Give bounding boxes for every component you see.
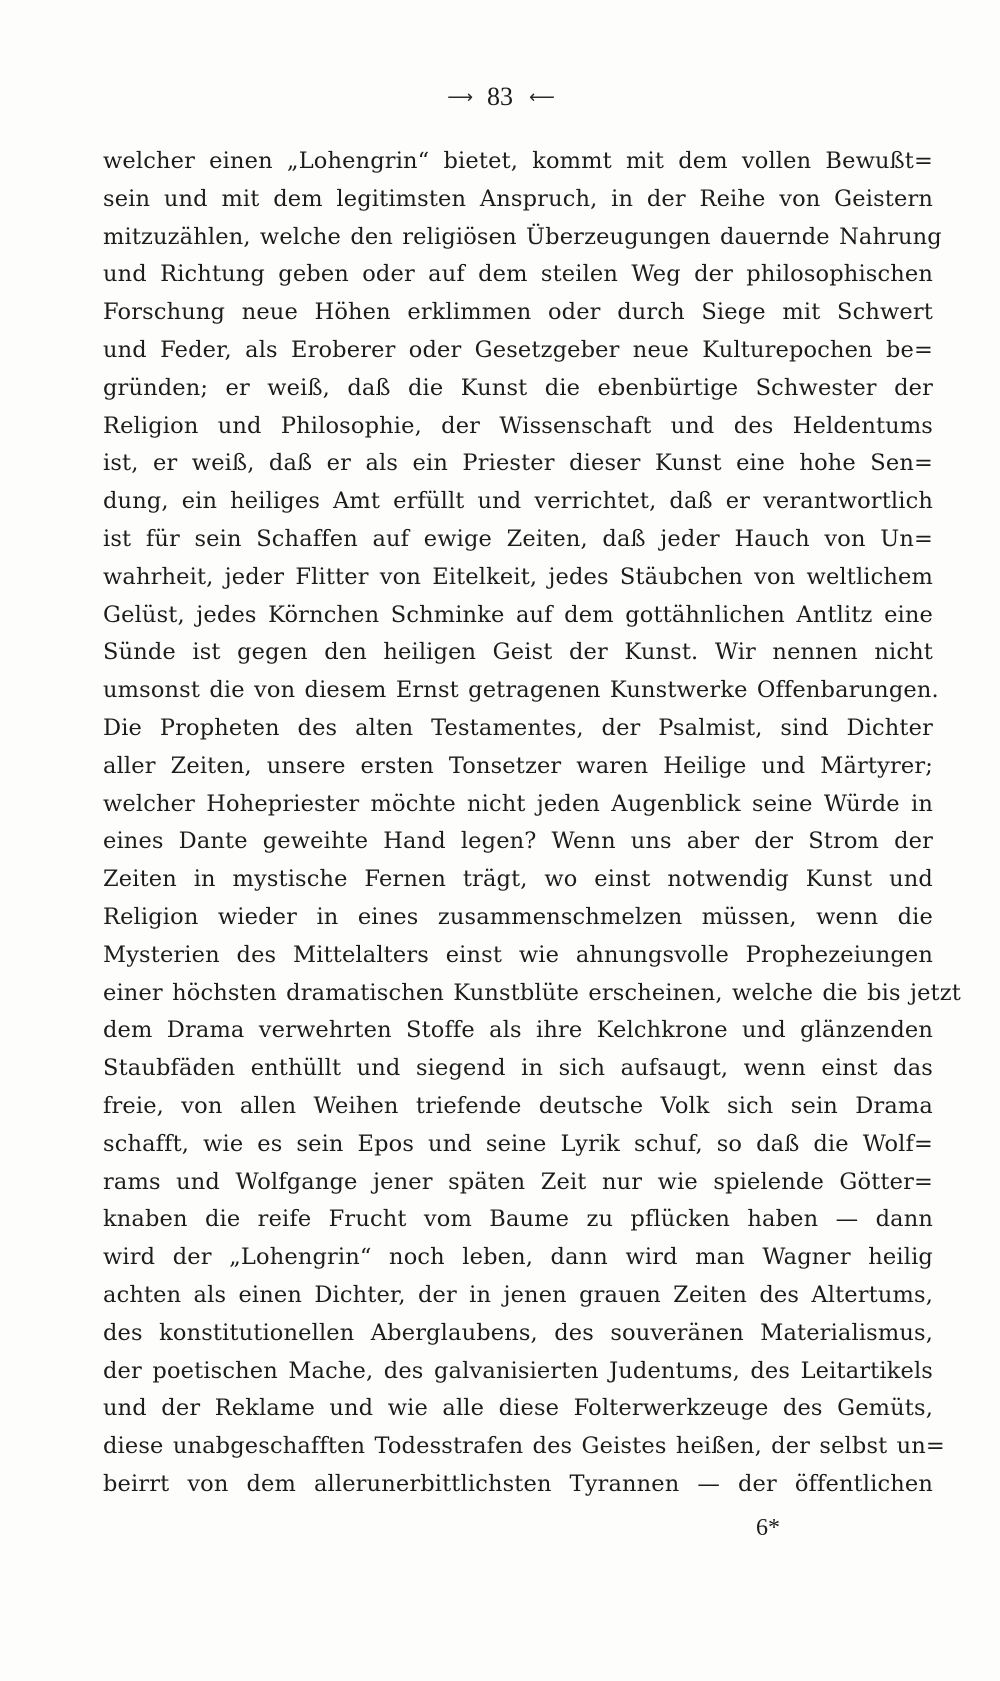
text-line: Gelüst, jedes Körnchen Schminke auf dem gottähnlichen Antlitz eine	[103, 601, 933, 628]
text-line: dung, ein heiliges Amt erfüllt und verrichtet, daß er verantwortlich	[103, 488, 933, 515]
text-line: beirrt von dem allerunerbittlichsten Tyrannen — der öffentlichen	[103, 1470, 933, 1497]
text-line: sein und mit dem legitimsten Anspruch, in der Reihe von Geistern	[103, 185, 933, 212]
text-line: Forschung neue Höhen erklimmen oder durch Siege mit Schwert	[103, 299, 933, 326]
text-line: knaben die reife Frucht vom Baume zu pflücken haben — dann	[103, 1206, 933, 1233]
text-line: freie, von allen Weihen triefende deutsche Volk sich sein Drama	[103, 1092, 933, 1119]
text-line: wird der „Lohengrin“ noch leben, dann wird man Wagner heilig	[103, 1244, 933, 1271]
text-line: wahrheit, jeder Flitter von Eitelkeit, jedes Stäubchen von weltlichem	[103, 563, 933, 590]
signature-mark: 6*	[756, 1515, 780, 1541]
text-line: ist, er weiß, daß er als ein Priester dieser Kunst eine hohe Sen=	[103, 450, 933, 477]
text-line: aller Zeiten, unsere ersten Tonsetzer waren Heilige und Märtyrer;	[103, 752, 933, 779]
text-line: und der Reklame und wie alle diese Folterwerkzeuge des Gemüts,	[103, 1395, 933, 1422]
text-line: Mysterien des Mittelalters einst wie ahnungsvolle Prophezeiungen	[103, 941, 933, 968]
text-line: schafft, wie es sein Epos und seine Lyrik schuf, so daß die Wolf=	[103, 1130, 933, 1157]
text-line: dem Drama verwehrten Stoffe als ihre Kelchkrone und glänzenden	[103, 1017, 933, 1044]
text-line: diese unabgeschafften Todesstrafen des Geistes heißen, der selbst un=	[103, 1433, 945, 1460]
text-line: und Richtung geben oder auf dem steilen Weg der philosophischen	[103, 261, 933, 288]
text-line: des konstitutionellen Aberglaubens, des souveränen Materialismus,	[103, 1319, 933, 1346]
text-line: mitzuzählen, welche den religiösen Überzeugungen dauernde Nahrung	[103, 223, 942, 250]
text-line: umsonst die von diesem Ernst getragenen Kunstwerke Offenbarungen.	[103, 677, 939, 704]
text-line: Die Propheten des alten Testamentes, der Psalmist, sind Dichter	[103, 714, 933, 741]
text-line: welcher einen „Lohengrin“ bietet, kommt mit dem vollen Bewußt=	[103, 148, 933, 174]
page-header	[0, 82, 1000, 112]
page-number: 83	[487, 82, 513, 111]
text-line: Sünde ist gegen den heiligen Geist der Kunst. Wir nennen nicht	[103, 639, 933, 666]
body-text	[103, 143, 961, 1504]
text-line: achten als einen Dichter, der in jenen grauen Zeiten des Altertums,	[103, 1281, 933, 1308]
text-line: Staubfäden enthüllt und siegend in sich aufsaugt, wenn einst das	[103, 1055, 933, 1082]
text-line: und Feder, als Eroberer oder Gesetzgeber neue Kulturepochen be=	[103, 336, 933, 363]
text-line: Zeiten in mystische Fernen trägt, wo einst notwendig Kunst und	[103, 866, 933, 893]
text-line: eines Dante geweihte Hand legen? Wenn uns aber der Strom der	[103, 828, 933, 855]
text-line: ist für sein Schaffen auf ewige Zeiten, daß jeder Hauch von Un=	[103, 525, 933, 552]
text-line: rams und Wolfgange jener späten Zeit nur wie spielende Götter=	[103, 1168, 933, 1195]
text-line: Religion wieder in eines zusammenschmelzen müssen, wenn die	[103, 903, 933, 930]
left-ornament-icon: ⟶	[447, 86, 471, 108]
text-line: welcher Hohepriester möchte nicht jeden Augenblick seine Würde in	[103, 790, 933, 817]
text-line: einer höchsten dramatischen Kunstblüte erscheinen, welche die bis jetzt	[103, 979, 961, 1006]
right-ornament-icon: ⟵	[529, 86, 553, 108]
text-line: der poetischen Mache, des galvanisierten Judentums, des Leitartikels	[103, 1357, 933, 1384]
text-line: Religion und Philosophie, der Wissenschaft und des Heldentums	[103, 412, 933, 439]
text-line: gründen; er weiß, daß die Kunst die ebenbürtige Schwester der	[103, 374, 933, 401]
